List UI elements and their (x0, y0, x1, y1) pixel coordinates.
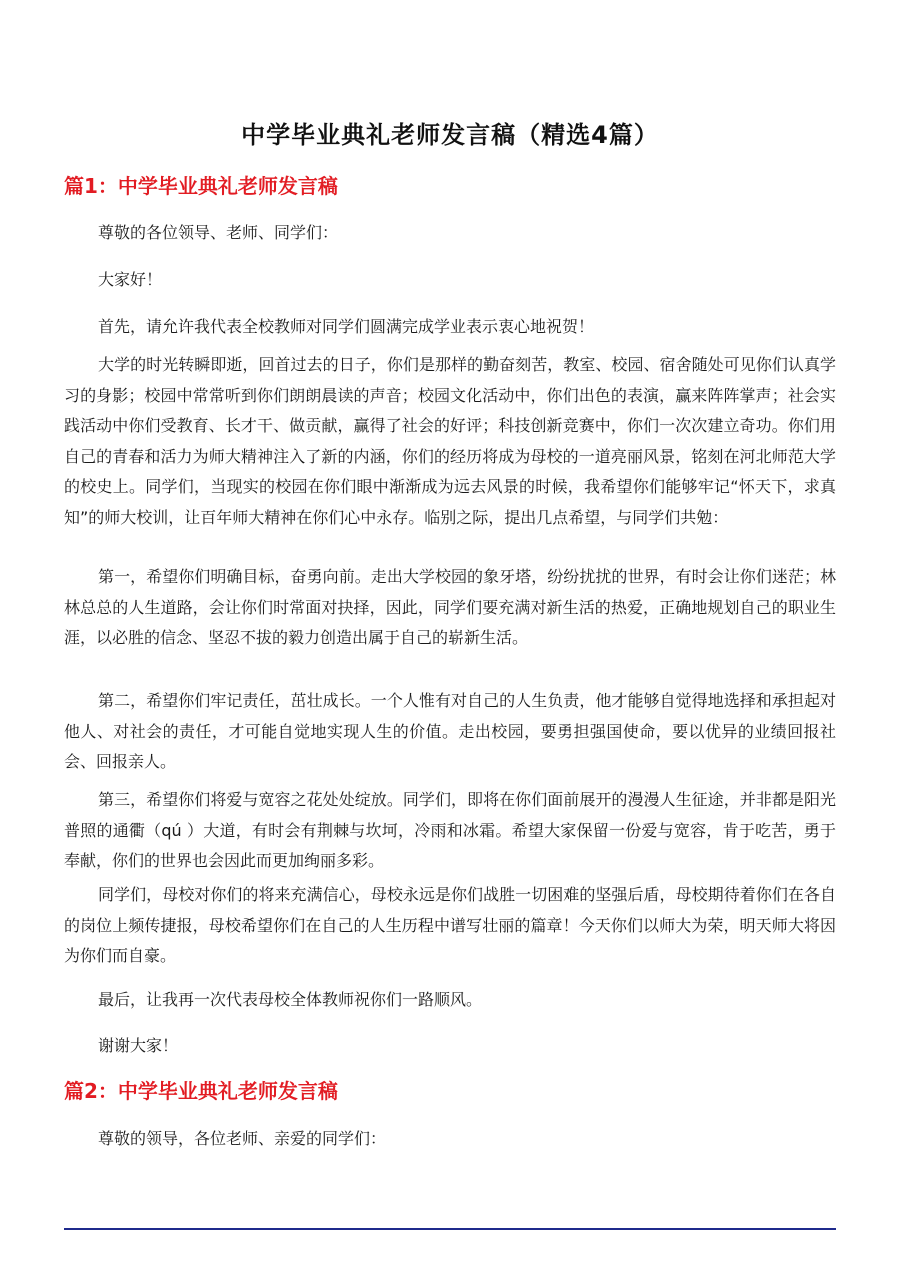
footer-divider (64, 1228, 836, 1230)
paragraph-confidence (64, 880, 836, 972)
paragraph-congratulations (64, 312, 836, 343)
paragraph-hope-1 (64, 562, 836, 654)
paragraph-hope-3 (64, 785, 836, 877)
paragraph-greeting (64, 265, 836, 296)
paragraph-salutation-2 (64, 1124, 836, 1155)
paragraph-memories (64, 350, 836, 533)
paragraph-text: 尊敬的领导，各位老师、亲爱的同学们： (98, 1129, 387, 1148)
paragraph-text: 最后，让我再一次代表母校全体教师祝你们一路顺风。 (98, 990, 483, 1009)
paragraph-text: 尊敬的各位领导、老师、同学们： (98, 223, 339, 242)
paragraph-text: 大学的时光转瞬即逝，回首过去的日子，你们是那样的勤奋刻苦，教室、校园、宿舍随处可见你们认真学习的身影；校园中常常听到你们朗朗晨读的声音；校园文化活动中，你们出色的表演，赢来阵阵掌声；社会实践活动中你们受教育、长才干、做贡献，赢得了社会的好评；科技创新竞赛中，你们一次次建立奇功。你们用自己的青春和活力为师大精神注入了新的内涵，你们的经历将成为母校的一道亮丽风景，铭刻在河北师范大学的校史上。同学们，当现实的校园在你们眼中渐渐成为远去风景的时候，我希望你们能够牢记“怀天下，求真知”的师大校训，让百年师大精神在你们心中永存。临别之际，提出几点希望，与同学们共勉： (64, 355, 836, 527)
paragraph-text: 谢谢大家！ (98, 1036, 179, 1055)
document-title: 中学毕业典礼老师发言稿（精选4篇） (241, 121, 659, 149)
paragraph-text: 第二，希望你们牢记责任，茁壮成长。一个人惟有对自己的人生负责，他才能够自觉得地选择和承担起对他人、对社会的责任，才可能自觉地实现人生的价值。走出校园，要勇担强国使命，要以优异的业绩回报社会、回报亲人。 (64, 691, 836, 771)
paragraph-text: 首先，请允许我代表全校教师对同学们圆满完成学业表示衷心地祝贺！ (98, 317, 595, 336)
paragraph-hope-2 (64, 686, 836, 778)
paragraph-text: 同学们，母校对你们的将来充满信心，母校永远是你们战胜一切困难的坚强后盾，母校期待着你们在各自的岗位上频传捷报，母校希望你们在自己的人生历程中谱写壮丽的篇章！今天你们以师大为荣，明天师大将因为你们而自豪。 (64, 885, 836, 965)
paragraph-text: 第一，希望你们明确目标，奋勇向前。走出大学校园的象牙塔，纷纷扰扰的世界，有时会让你们迷茫；林林总总的人生道路，会让你们时常面对抉择，因此，同学们要充满对新生活的热爱，正确地规划自己的职业生涯，以必胜的信念、坚忍不拔的毅力创造出属于自己的崭新生活。 (64, 567, 836, 647)
paragraph-text: 第三，希望你们将爱与宽容之花处处绽放。同学们，即将在你们面前展开的漫漫人生征途，并非都是阳光普照的通衢（qú ）大道，有时会有荆棘与坎坷，冷雨和冰霜。希望大家保留一份爱与宽容，肯于吃苦，勇于奉献，你们的世界也会因此而更加绚丽多彩。 (64, 790, 836, 870)
section-heading-2: 篇2：中学毕业典礼老师发言稿 (64, 1079, 338, 1103)
paragraph-salutation (64, 218, 836, 249)
paragraph-thanks (64, 1031, 836, 1062)
paragraph-farewell (64, 985, 836, 1016)
paragraph-text: 大家好！ (98, 270, 163, 289)
section-heading-1: 篇1：中学毕业典礼老师发言稿 (64, 174, 338, 198)
